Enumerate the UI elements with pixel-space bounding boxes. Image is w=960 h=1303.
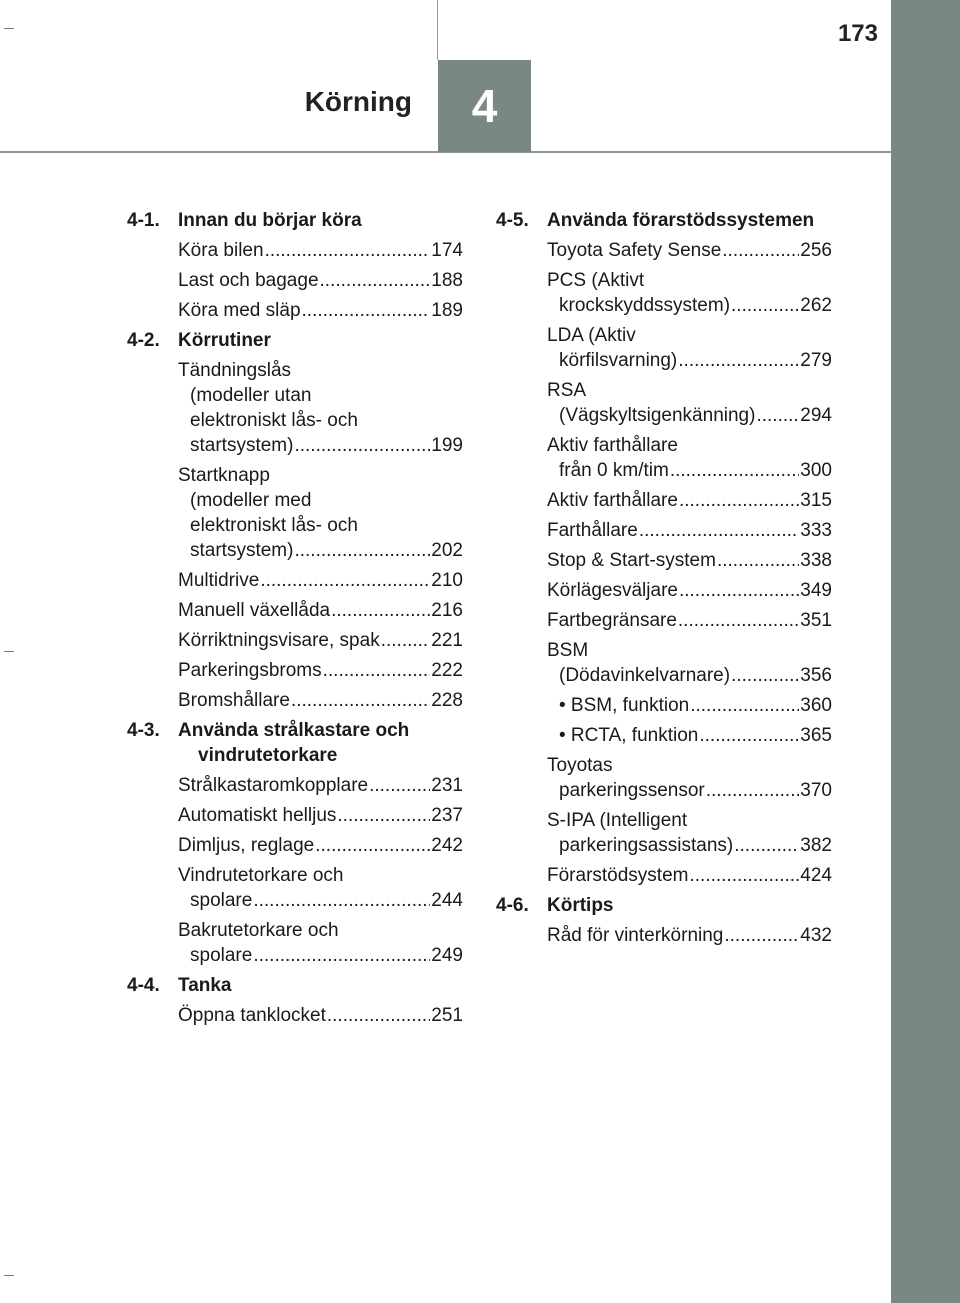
toc-entry[interactable] [178, 298, 463, 323]
toc-entry-label: BSM [547, 640, 589, 661]
dot-leader [679, 578, 799, 603]
dot-leader [331, 598, 430, 623]
toc-entry-label: Parkeringsbroms [178, 660, 322, 681]
toc-entry-label: (Vägskyltsigenkänning) [559, 405, 756, 426]
toc-entry-label: Råd för vinterkörning [547, 925, 724, 946]
section-title: Körtips [547, 895, 614, 916]
dot-leader [369, 773, 430, 798]
toc-entry[interactable] [178, 658, 463, 683]
toc-entry-label: parkeringssensor [559, 780, 705, 801]
toc-entry-label: parkeringsassistans) [559, 835, 734, 856]
toc-entry-label: • BSM, funktion [559, 695, 690, 716]
dot-leader [756, 403, 799, 428]
dot-leader [337, 803, 430, 828]
dot-leader [323, 658, 431, 683]
toc-section-heading [127, 208, 463, 233]
toc-entry-page: 338 [800, 550, 832, 571]
toc-entry-page: 199 [431, 435, 463, 456]
toc-entry-page: 174 [431, 240, 463, 261]
dot-leader [315, 833, 430, 858]
toc-entry-label: från 0 km/tim [559, 460, 669, 481]
toc-entry-label: Köra med släp [178, 300, 301, 321]
toc-entry-label: Bakrutetorkare och [178, 920, 339, 941]
dot-leader [717, 548, 799, 573]
toc-section-heading [496, 208, 832, 233]
toc-entry[interactable] [547, 723, 832, 748]
toc-entry[interactable] [178, 773, 463, 798]
toc-entry-label: Öppna tanklocket [178, 1005, 326, 1026]
dot-leader [253, 888, 430, 913]
section-title: Körrutiner [178, 330, 271, 351]
toc-entry-page: 360 [800, 695, 832, 716]
toc-entry-page: 202 [431, 540, 463, 561]
dot-leader [706, 778, 800, 803]
toc-entry-label: (modeller utan [190, 385, 312, 406]
chapter-side-tab [891, 0, 960, 1303]
toc-entry-label: Strålkastaromkopplare [178, 775, 369, 796]
toc-entry-page: 244 [431, 890, 463, 911]
dot-leader [291, 688, 430, 713]
toc-entry-page: 251 [431, 1005, 463, 1026]
section-title: Använda strålkastare och vindrutetorkare [178, 720, 410, 766]
toc-entry-page: 300 [800, 460, 832, 481]
toc-entry-label: Automatiskt helljus [178, 805, 337, 826]
toc-entry-label: Bromshållare [178, 690, 290, 711]
toc-entry-page: 333 [800, 520, 832, 541]
section-number: 4-5. [496, 210, 529, 231]
toc-entry-label: Körriktningsvisare, spak [178, 630, 380, 651]
toc-section-heading [496, 893, 832, 918]
toc-entry[interactable] [178, 1003, 463, 1028]
toc-entry-label: Toyota Safety Sense [547, 240, 722, 261]
toc-entry-page: 356 [800, 665, 832, 686]
toc-entry[interactable] [547, 238, 832, 263]
dot-leader [722, 238, 799, 263]
dot-leader [678, 608, 799, 633]
dot-leader [639, 518, 799, 543]
toc-entry[interactable] [178, 568, 463, 593]
toc-entry-label: Toyotas [547, 755, 613, 776]
toc-entry-page: 432 [800, 925, 832, 946]
dot-leader [381, 628, 431, 653]
toc-entry-label: Stop & Start-system [547, 550, 716, 571]
toc-entry-label: PCS (Aktivt [547, 270, 645, 291]
toc-entry[interactable] [547, 693, 832, 718]
toc-entry-label: Startknapp [178, 465, 270, 486]
toc-entry-label: Körlägesväljare [547, 580, 678, 601]
toc-entry[interactable] [178, 358, 463, 458]
dot-leader [724, 923, 799, 948]
toc-entry-label: Farthållare [547, 520, 638, 541]
toc-entry[interactable] [178, 238, 463, 263]
toc-entry-page: 315 [800, 490, 832, 511]
dot-leader [731, 293, 799, 318]
dot-leader [699, 723, 799, 748]
toc-entry-page: 189 [431, 300, 463, 321]
dot-leader [690, 693, 799, 718]
toc-entry[interactable] [547, 608, 832, 633]
toc-entry[interactable] [178, 918, 463, 968]
toc-entry-page: 228 [431, 690, 463, 711]
toc-entry-page: 382 [800, 835, 832, 856]
section-number: 4-3. [127, 720, 160, 741]
toc-entry-label: elektroniskt lås- och [190, 515, 358, 536]
toc-section-heading [127, 718, 463, 768]
toc-entry[interactable] [178, 688, 463, 713]
toc-entry-label: Fartbegränsare [547, 610, 677, 631]
toc-entry-label: Last och bagage [178, 270, 319, 291]
toc-entry-label: • RCTA, funktion [559, 725, 699, 746]
toc-entry-label: startsystem) [190, 540, 294, 561]
dot-leader [302, 298, 431, 323]
section-title: Innan du börjar köra [178, 210, 362, 231]
page-number: 173 [837, 20, 878, 47]
toc-entry[interactable] [547, 863, 832, 888]
toc-entry[interactable] [178, 803, 463, 828]
toc-entry-label: (modeller med [190, 490, 312, 511]
crop-mark [4, 651, 14, 652]
chapter-number-box [438, 60, 531, 152]
dot-leader [734, 833, 799, 858]
toc-entry[interactable] [547, 548, 832, 573]
chapter-title: Körning [304, 86, 412, 117]
toc-entry[interactable] [178, 268, 463, 293]
toc-entry-label: körfilsvarning) [559, 350, 678, 371]
toc-entry[interactable] [547, 488, 832, 513]
dot-leader [260, 568, 430, 593]
dot-leader [294, 433, 430, 458]
toc-entry[interactable] [547, 638, 832, 688]
toc-entry-page: 221 [431, 630, 463, 651]
section-title: Använda förarstödssystemen [547, 210, 815, 231]
toc-entry-page: 279 [800, 350, 832, 371]
toc-section-heading [127, 973, 463, 998]
section-number: 4-2. [127, 330, 160, 351]
toc-entry[interactable] [178, 833, 463, 858]
toc-entry-label: Manuell växellåda [178, 600, 331, 621]
toc-entry-page: 262 [800, 295, 832, 316]
dot-leader [731, 663, 799, 688]
toc-entry[interactable] [547, 323, 832, 373]
toc-entry-page: 249 [431, 945, 463, 966]
toc-entry-page: 424 [800, 865, 832, 886]
toc-entry[interactable] [178, 463, 463, 563]
toc-entry-label: Vindrutetorkare och [178, 865, 344, 886]
toc-entry-page: 294 [800, 405, 832, 426]
toc-entry[interactable] [547, 268, 832, 318]
toc-entry[interactable] [178, 863, 463, 913]
dot-leader [327, 1003, 430, 1028]
toc-entry-label: Förarstödsystem [547, 865, 689, 886]
toc-entry[interactable] [547, 378, 832, 428]
toc-entry-label: krockskyddssystem) [559, 295, 731, 316]
toc-entry-label: spolare [190, 890, 253, 911]
toc-entry-page: 242 [431, 835, 463, 856]
toc-section-heading [127, 328, 463, 353]
toc-entry-label: Dimljus, reglage [178, 835, 315, 856]
toc-entry-page: 222 [431, 660, 463, 681]
toc-entry-page: 210 [431, 570, 463, 591]
toc-entry-page: 349 [800, 580, 832, 601]
dot-leader [320, 268, 431, 293]
toc-entry-label: LDA (Aktiv [547, 325, 636, 346]
toc-entry-page: 365 [800, 725, 832, 746]
toc-entry[interactable] [547, 753, 832, 803]
dot-leader [265, 238, 431, 263]
dot-leader [294, 538, 430, 563]
toc-entry-label: (Dödavinkelvarnare) [559, 665, 731, 686]
toc-entry-page: 256 [800, 240, 832, 261]
toc-entry-label: spolare [190, 945, 253, 966]
dot-leader [670, 458, 799, 483]
toc-entry[interactable] [547, 808, 832, 858]
toc-entry-page: 216 [431, 600, 463, 621]
toc-entry[interactable] [178, 628, 463, 653]
toc-entry-label: startsystem) [190, 435, 294, 456]
section-number: 4-1. [127, 210, 160, 231]
toc-entry-label: elektroniskt lås- och [190, 410, 358, 431]
section-title: Tanka [178, 975, 232, 996]
chapter-number: 4 [471, 80, 498, 132]
dot-leader [678, 348, 799, 373]
toc-entry[interactable] [547, 923, 832, 948]
toc-entry[interactable] [547, 578, 832, 603]
toc-entry-page: 370 [800, 780, 832, 801]
toc-column-left [127, 208, 463, 1033]
toc-entry-label: Köra bilen [178, 240, 264, 261]
toc-entry-page: 188 [431, 270, 463, 291]
dot-leader [689, 863, 799, 888]
section-number: 4-6. [496, 895, 529, 916]
header-divider-vertical [437, 0, 438, 60]
toc-column-right [496, 208, 832, 953]
toc-entry-label: RSA [547, 380, 587, 401]
dot-leader [679, 488, 799, 513]
toc-entry-page: 231 [431, 775, 463, 796]
toc-entry-label: Aktiv farthållare [547, 490, 678, 511]
toc-entry[interactable] [178, 598, 463, 623]
toc-entry-page: 351 [800, 610, 832, 631]
toc-entry-page: 237 [431, 805, 463, 826]
toc-entry[interactable] [547, 433, 832, 483]
section-number: 4-4. [127, 975, 160, 996]
dot-leader [253, 943, 430, 968]
crop-mark [4, 28, 14, 29]
toc-entry-label: Aktiv farthållare [547, 435, 678, 456]
toc-entry-label: Tändningslås [178, 360, 292, 381]
crop-mark [4, 1275, 14, 1276]
toc-entry-label: S-IPA (Intelligent [547, 810, 688, 831]
toc-entry-label: Multidrive [178, 570, 260, 591]
toc-entry[interactable] [547, 518, 832, 543]
